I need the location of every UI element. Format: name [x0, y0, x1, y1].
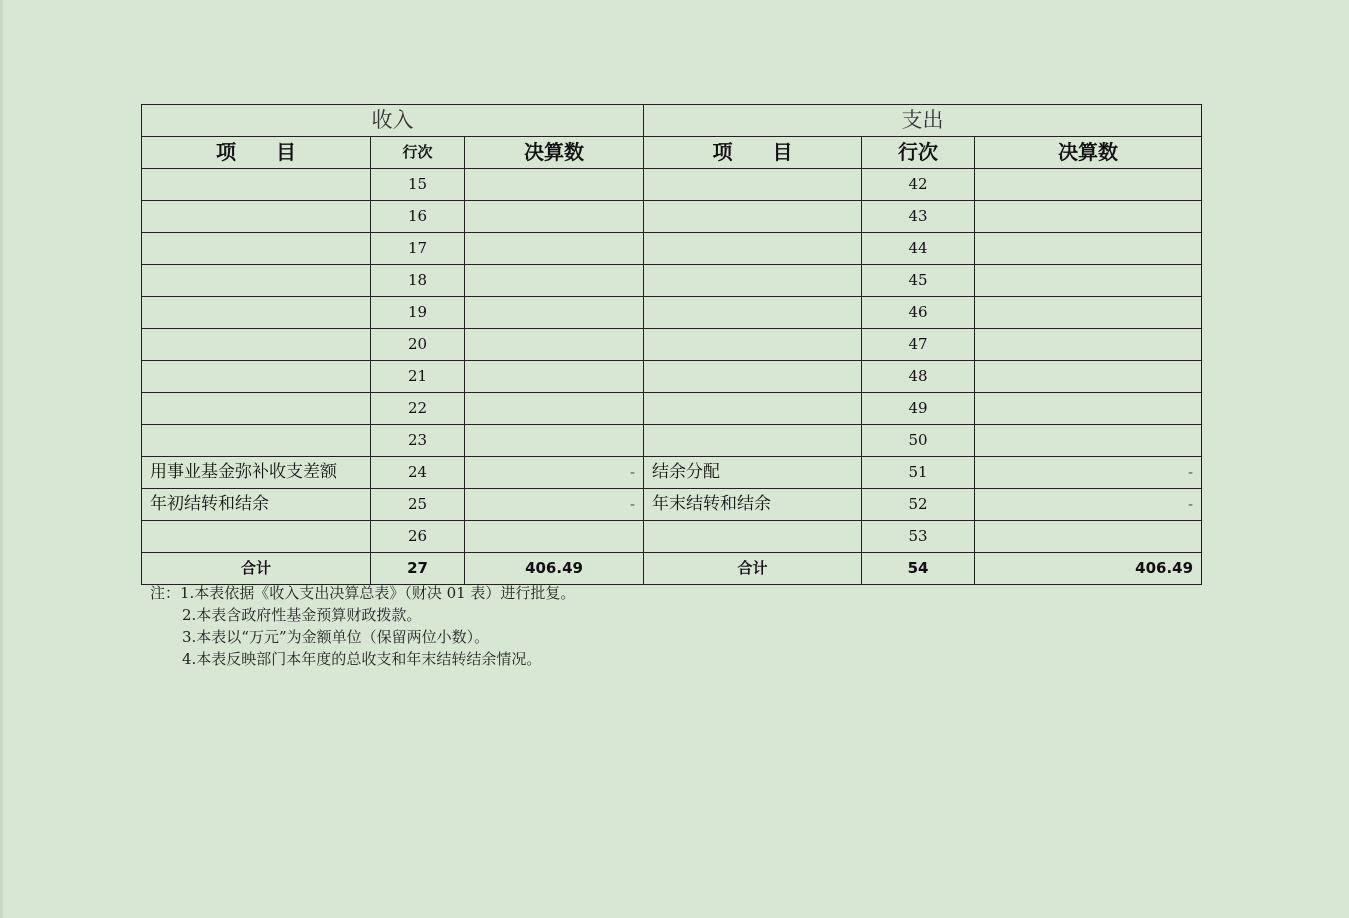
expense-item-cell	[644, 297, 862, 329]
expense-row-no-cell: 43	[862, 201, 975, 233]
income-amount-cell	[465, 393, 644, 425]
expense-item-cell	[644, 233, 862, 265]
income-row-no-cell: 21	[371, 361, 465, 393]
income-amount-cell: -	[465, 489, 644, 521]
total-row	[142, 553, 1202, 585]
income-amount-cell	[465, 233, 644, 265]
expense-amount-cell	[975, 265, 1202, 297]
expense-amount-cell	[975, 361, 1202, 393]
expense-amount-cell	[975, 169, 1202, 201]
income-amount-cell: -	[465, 457, 644, 489]
table-row	[142, 297, 1202, 329]
income-item-cell	[142, 265, 371, 297]
income-row-no-cell: 24	[371, 457, 465, 489]
expense-item-cell	[644, 521, 862, 553]
expense-row-no-cell: 53	[862, 521, 975, 553]
income-row-no-header: 行次	[371, 137, 465, 169]
expense-item-cell	[644, 329, 862, 361]
note-line-2: 2.本表含政府性基金预算财政拨款。	[182, 606, 422, 624]
expense-amount-cell	[975, 297, 1202, 329]
income-row-no-cell: 26	[371, 521, 465, 553]
expense-section-title: 支出	[644, 105, 1202, 137]
expense-item-cell: 年末结转和结余	[644, 489, 862, 521]
table-row	[142, 489, 1202, 521]
note-line-3: 3.本表以“万元”为金额单位（保留两位小数）。	[182, 628, 490, 646]
income-item-cell	[142, 361, 371, 393]
income-amount-header: 决算数	[465, 137, 644, 169]
expense-row-no-cell: 45	[862, 265, 975, 297]
expense-total-row-no: 54	[862, 553, 975, 585]
income-amount-cell	[465, 521, 644, 553]
table-row	[142, 425, 1202, 457]
income-total-amount: 406.49	[465, 553, 644, 585]
income-item-cell	[142, 233, 371, 265]
expense-row-no-cell: 49	[862, 393, 975, 425]
left-edge-strip	[0, 0, 3, 918]
expense-row-no-cell: 48	[862, 361, 975, 393]
income-row-no-cell: 22	[371, 393, 465, 425]
expense-amount-cell	[975, 393, 1202, 425]
income-amount-cell	[465, 425, 644, 457]
income-item-cell	[142, 521, 371, 553]
income-amount-cell	[465, 201, 644, 233]
income-amount-cell	[465, 297, 644, 329]
income-row-no-cell: 25	[371, 489, 465, 521]
table-row	[142, 457, 1202, 489]
income-item-cell: 年初结转和结余	[142, 489, 371, 521]
income-row-no-cell: 20	[371, 329, 465, 361]
income-item-cell	[142, 425, 371, 457]
income-row-no-cell: 23	[371, 425, 465, 457]
expense-row-no-cell: 42	[862, 169, 975, 201]
expense-row-no-cell: 50	[862, 425, 975, 457]
expense-item-cell	[644, 425, 862, 457]
expense-row-no-cell: 51	[862, 457, 975, 489]
income-total-label: 合计	[142, 553, 371, 585]
expense-amount-cell	[975, 329, 1202, 361]
expense-total-amount: 406.49	[975, 553, 1202, 585]
expense-item-cell	[644, 361, 862, 393]
column-header-row	[142, 137, 1202, 169]
note-line-1: 注：1.本表依据《收入支出决算总表》（财决 01 表）进行批复。	[150, 584, 576, 602]
expense-row-no-cell: 52	[862, 489, 975, 521]
expense-item-cell	[644, 393, 862, 425]
income-item-cell	[142, 393, 371, 425]
expense-total-label: 合计	[644, 553, 862, 585]
income-total-row-no: 27	[371, 553, 465, 585]
table-row	[142, 233, 1202, 265]
expense-amount-cell	[975, 201, 1202, 233]
income-item-cell	[142, 329, 371, 361]
expense-amount-cell	[975, 425, 1202, 457]
income-amount-cell	[465, 265, 644, 297]
income-item-cell	[142, 201, 371, 233]
expense-row-no-cell: 47	[862, 329, 975, 361]
expense-item-cell	[644, 201, 862, 233]
expense-row-no-header: 行次	[862, 137, 975, 169]
table-row	[142, 329, 1202, 361]
expense-row-no-cell: 44	[862, 233, 975, 265]
income-item-cell: 用事业基金弥补收支差额	[142, 457, 371, 489]
section-header-row	[142, 105, 1202, 137]
income-item-header: 项目	[142, 137, 371, 169]
budget-report-table	[141, 104, 1202, 585]
income-row-no-cell: 16	[371, 201, 465, 233]
expense-amount-cell: -	[975, 489, 1202, 521]
income-amount-cell	[465, 361, 644, 393]
income-amount-cell	[465, 329, 644, 361]
expense-item-cell: 结余分配	[644, 457, 862, 489]
table-row	[142, 361, 1202, 393]
income-row-no-cell: 18	[371, 265, 465, 297]
table-row	[142, 521, 1202, 553]
income-row-no-cell: 19	[371, 297, 465, 329]
expense-amount-header: 决算数	[975, 137, 1202, 169]
table-row	[142, 393, 1202, 425]
notes-block	[150, 582, 575, 670]
table-row	[142, 265, 1202, 297]
income-item-cell	[142, 297, 371, 329]
expense-item-cell	[644, 265, 862, 297]
table-row	[142, 169, 1202, 201]
expense-row-no-cell: 46	[862, 297, 975, 329]
expense-item-cell	[644, 169, 862, 201]
income-amount-cell	[465, 169, 644, 201]
income-section-title: 收入	[142, 105, 644, 137]
expense-amount-cell: -	[975, 457, 1202, 489]
expense-amount-cell	[975, 521, 1202, 553]
expense-item-header: 项目	[644, 137, 862, 169]
income-item-cell	[142, 169, 371, 201]
table-row	[142, 201, 1202, 233]
income-row-no-cell: 17	[371, 233, 465, 265]
expense-amount-cell	[975, 233, 1202, 265]
income-row-no-cell: 15	[371, 169, 465, 201]
note-line-4: 4.本表反映部门本年度的总收支和年末结转结余情况。	[182, 650, 542, 668]
